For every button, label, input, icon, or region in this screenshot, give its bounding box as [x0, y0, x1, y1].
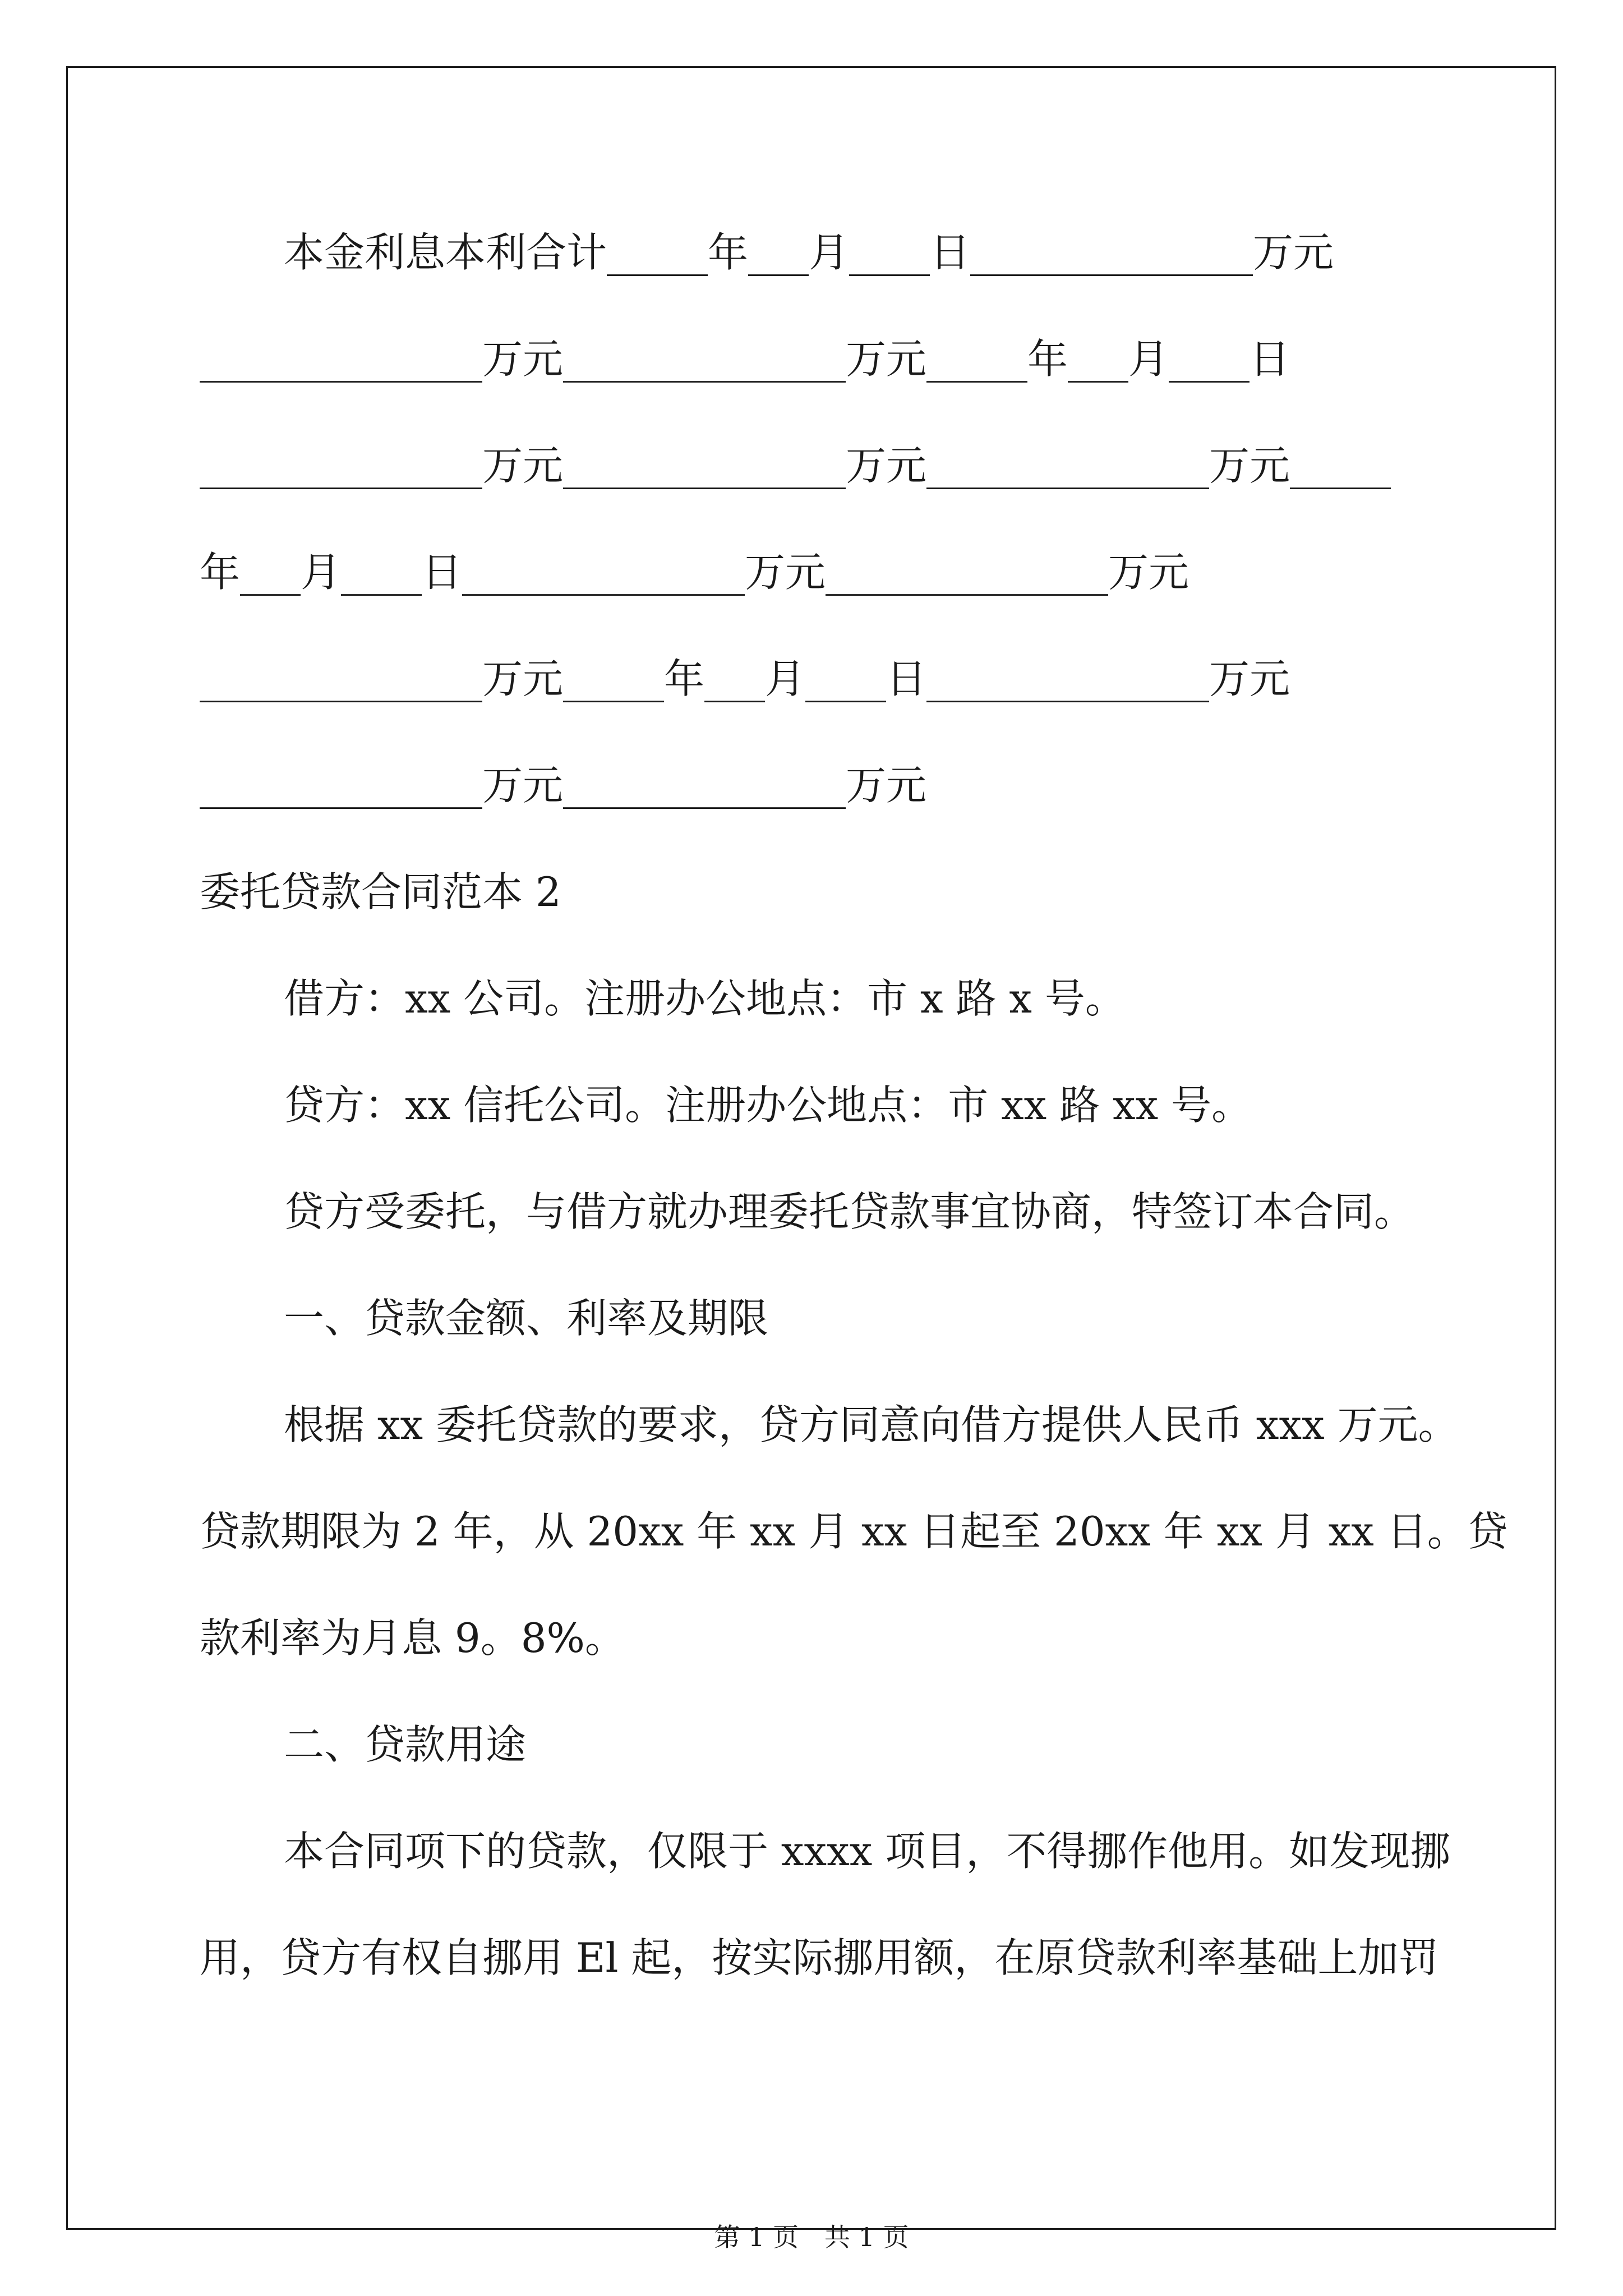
text-line: 本金利息本利合计_____年___月____日______________万元	[284, 229, 1334, 276]
text-line: ______________万元______________万元______________万元_____	[200, 442, 1391, 489]
text-line: 借方：xx 公司。注册办公地点：市 x 路 x 号。	[284, 975, 1126, 1022]
page-border	[66, 66, 1556, 2230]
clause-heading: 二、贷款用途	[284, 1721, 527, 1768]
section-title: 委托贷款合同范本 2	[200, 868, 561, 915]
text-line: ______________万元______________万元_____年___月____日	[200, 335, 1290, 383]
text-line: 贷款期限为 2 年，从 20xx 年 xx 月 xx 日起至 20xx 年 xx 月 xx 日。贷	[200, 1508, 1508, 1555]
text-line: 根据 xx 委托贷款的要求，贷方同意向借方提供人民币 xxx 万元。	[284, 1401, 1459, 1448]
text-line: 年___月____日______________万元______________万元	[200, 549, 1189, 596]
text-line: ______________万元______________万元	[200, 762, 926, 809]
text-line: 贷方：xx 信托公司。注册办公地点：市 xx 路 xx 号。	[284, 1082, 1252, 1129]
text-line: 本合同项下的贷款，仅限于 xxxx 项目，不得挪作他用。如发现挪	[284, 1828, 1451, 1875]
clause-heading: 一、贷款金额、利率及期限	[284, 1295, 769, 1342]
text-line: ______________万元_____年___月____日______________万元	[200, 655, 1290, 702]
text-line: 用，贷方有权自挪用 El 起，按实际挪用额，在原贷款利率基础上加罚	[200, 1934, 1439, 1981]
text-line: 贷方受委托，与借方就办理委托贷款事宜协商，特签订本合同。	[284, 1188, 1415, 1235]
text-line: 款利率为月息 9。8%。	[200, 1614, 625, 1662]
page-number-footer: 第 1 页 共 1 页	[714, 2222, 909, 2252]
